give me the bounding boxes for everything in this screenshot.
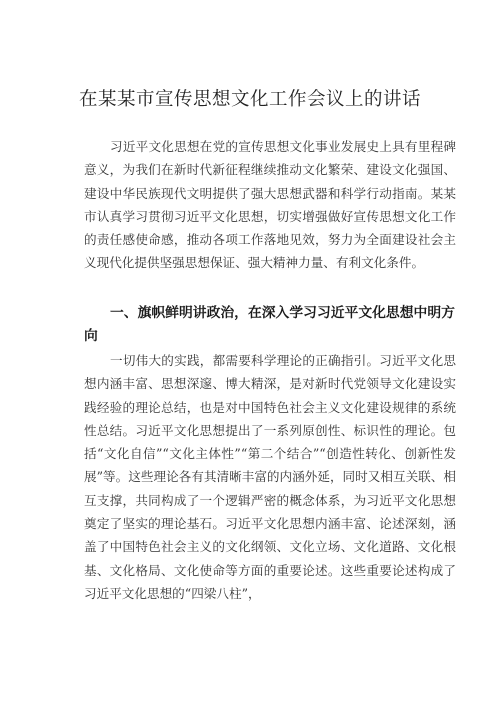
intro-paragraph: 习近平文化思想在党的宣传思想文化事业发展史上具有里程碑意义，为我们在新时代新征程继续推动文化繁荣、建设文化强国、建设中华民族现代文明提供了强大思想武器和科学行动指南。某某市认真学习贯彻习近平文化思想，切实增强做好宣传思想文化工作的责任感使命感，推动各项工作落地见效，努力为全面建设社会主义现代化提供坚强思想保证、强大精神力量、有利文化条件。 [84,139,456,271]
section-heading-1: 一、旗帜鲜明讲政治，在深入学习习近平文化思想中明方向 [84,305,455,345]
document-title: 在某某市宣传思想文化工作会议上的讲话 [78,89,421,110]
section-1-paragraph: 一切伟大的实践，都需要科学理论的正确指引。习近平文化思想内涵丰富、思想深邃、博大精深，是对新时代党领导文化建设实践经验的理论总结，也是对中国特色社会主义文化建设规律的系统性总结。习近平文化思想提出了一系列原创性、标识性的理论。包括“文化自信”“文化主体性”“第二个结合”“创造性转化、创新性发展”等。这些理论各有其清晰丰富的内涵外延，同时又相互关联、相互支撑，共同构成了一个逻辑严密的概念体系，为习近平文化思想奠定了坚实的理论基石。习近平文化思想内涵丰富、论述深刻，涵盖了中国特色社会主义的文化纲领、文化立场、文化道路、文化根基、文化格局、文化使命等方面的重要论述。这些重要论述构成了习近平文化思想的“四梁八柱”， [84,353,456,601]
